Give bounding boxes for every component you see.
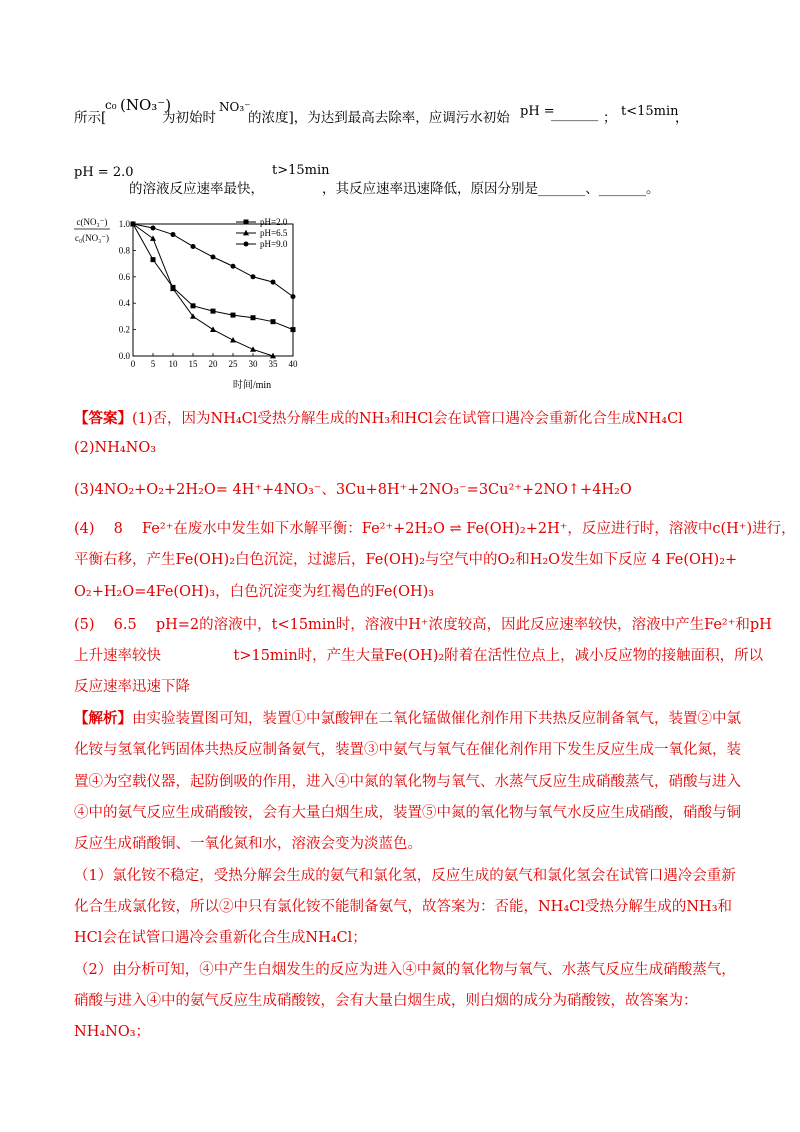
answer-5-line-2: 上升速率较快 t>15min时，产生大量Fe(OH)₂附着在活性位点上，减小反应物的接触面积，所以 (74, 648, 764, 664)
x-tick-label: 20 (208, 359, 218, 369)
y-tick-label: 1.0 (118, 219, 130, 229)
t-label-2: t>15min (272, 163, 330, 178)
analysis-tag: 【解析】 (74, 710, 132, 727)
x-tick-label: 25 (228, 359, 238, 369)
ph-label: pH = (520, 104, 555, 119)
data-point-pH=9.0 (211, 255, 216, 260)
t-label-1: t<15min (621, 104, 679, 119)
q2-text2: ，其反应速率迅速降低，原因分别是_______、_______。 (322, 181, 660, 197)
answer-4-line-1: (4) 8 Fe²⁺在废水中发生如下水解平衡：Fe²⁺+2H₂O ⇌ Fe(OH)₂+2H⁺，反应进行时，溶液中c(H⁺)进行， (74, 521, 796, 537)
y-label-denominator: c₀(NO₃⁻) (74, 233, 110, 243)
y-label-numerator: c(NO₃⁻) (76, 217, 108, 227)
x-tick-label: 40 (288, 359, 298, 369)
analysis-para-1-line-3: 置④为空载仪器，起防倒吸的作用，进入④中氮的氧化物与氧气、水蒸气反应生成硝酸蒸气，硝酸与进入 (74, 774, 741, 790)
data-point-pH=6.5 (150, 235, 156, 241)
x-tick-label: 5 (150, 359, 156, 369)
c0-math: c₀ (105, 98, 117, 112)
x-tick-label: 35 (268, 359, 278, 369)
ph-2-label: pH = 2.0 (74, 165, 134, 180)
data-point-pH=9.0 (291, 294, 296, 299)
analysis-para-3-line-2: 硝酸与进入④中的氨气反应生成硝酸铵，会有大量白烟生成，则白烟的成分为硝酸铵，故答案为： (74, 993, 698, 1009)
data-point-pH=2.0 (151, 257, 156, 262)
no3-paren: (NO₃⁻) (120, 96, 172, 114)
data-point-pH=9.0 (171, 232, 176, 237)
answer-5-line-3: 反应速率迅速下降 (74, 679, 190, 695)
x-axis-label: 时间/min (232, 380, 272, 390)
data-point-pH=2.0 (231, 313, 236, 318)
answer-5-line-1: (5) 6.5 pH=2的溶液中，t<15min时，溶液中H⁺浓度较高，因此反应速率较快，溶液中产生Fe²⁺和pH (74, 617, 772, 633)
analysis-para-3-line-1: （2）由分析可知，④中产生白烟发生的反应为进入④中氮的氧化物与氧气、水蒸气反应生成硝酸蒸气， (74, 962, 736, 978)
data-point-pH=2.0 (211, 309, 216, 314)
answer-1: (1)否，因为NH₄Cl受热分解生成的NH₃和HCl会在试管口遇冷会重新化合生成NH₄Cl (132, 411, 683, 427)
data-point-pH=9.0 (151, 225, 156, 230)
q1-pre: 所示[ (74, 110, 107, 126)
q1-comma: ， (675, 110, 689, 126)
data-point-pH=9.0 (271, 280, 276, 285)
y-tick-label: 0.2 (118, 324, 130, 335)
data-point-pH=6.5 (230, 337, 236, 343)
legend-marker-pH=2.0 (244, 220, 249, 225)
x-tick-label: 0 (130, 359, 136, 369)
data-point-pH=2.0 (191, 303, 196, 308)
answer-4-line-3: O₂+H₂O=4Fe(OH)₃，白色沉淀变为红褐色的Fe(OH)₃ (74, 584, 435, 600)
answer-3: (3)4NO₂+O₂+2H₂O= 4H⁺+4NO₃⁻、3Cu+8H⁺+2NO₃⁻=3Cu²⁺+2NO↑+4H₂O (74, 482, 632, 498)
q1-sep: ； (603, 110, 617, 126)
analysis-para-1-line-2: 化铵与氢氧化钙固体共热反应制备氨气，装置③中氨气与氧气在催化剂作用下发生反应生成一氧化氮，装 (74, 742, 741, 758)
q2-text1: 的溶液反应速率最快， (129, 181, 264, 197)
legend-label-pH=2.0: pH=2.0 (260, 217, 288, 227)
y-tick-label: 0.0 (118, 351, 130, 361)
legend-label-pH=9.0: pH=9.0 (260, 239, 288, 249)
y-tick-label: 0.4 (118, 298, 130, 309)
q1-mid2: 的浓度]，为达到最高去除率，应调污水初始 (248, 110, 510, 126)
analysis-para-1-line-1 (74, 707, 741, 728)
analysis-para-2-line-1: （1）氯化铵不稳定，受热分解会生成的氨气和氯化氢，反应生成的氨气和氯化氢会在试管口遇冷会重新 (74, 868, 736, 884)
analysis-para-1-line-5: 反应生成硝酸铜、一氧化氮和水，溶液会变为淡蓝色。 (74, 836, 422, 852)
answer-4-line-2: 平衡右移，产生Fe(OH)₂白色沉淀，过滤后，Fe(OH)₂与空气中的O₂和H₂O发生如下反应 4 Fe(OH)₂+ (74, 552, 738, 568)
legend-label-pH=6.5: pH=6.5 (260, 228, 288, 238)
data-point-pH=6.5 (250, 346, 256, 352)
analysis-para-2-line-2: 化合生成氯化铵，所以②中只有氯化铵不能制备氨气，故答案为：否能，NH₄Cl受热分解生成的NH₃和 (74, 899, 733, 915)
question-line-1 (74, 106, 106, 126)
no3-label: NO₃⁻ (219, 100, 251, 114)
legend-marker-pH=9.0 (244, 242, 249, 247)
analysis-para-2-line-3: HCl会在试管口遇冷会重新化合生成NH₄Cl； (74, 930, 367, 946)
analysis-para-3-line-3: NH₄NO₃； (74, 1024, 151, 1040)
data-point-pH=9.0 (131, 222, 136, 227)
data-point-pH=9.0 (231, 264, 236, 269)
x-tick-label: 10 (168, 359, 178, 369)
answer-2: (2)NH₄NO₃ (74, 440, 157, 456)
answer-tag: 【答案】 (74, 410, 132, 427)
x-tick-label: 30 (248, 359, 258, 369)
q1-mid1: 为初始时 (162, 110, 216, 126)
answer-line-1 (74, 407, 683, 428)
y-tick-label: 0.6 (118, 271, 130, 282)
analysis-para-1-line-4: ④中的氨气反应生成硝酸铵，会有大量白烟生成，装置⑤中氮的氧化物与氧气水反应生成硝酸，硝酸与铜 (74, 805, 741, 821)
y-tick-label: 0.8 (118, 245, 130, 256)
data-point-pH=6.5 (210, 326, 216, 332)
data-point-pH=9.0 (251, 274, 256, 279)
x-tick-label: 15 (188, 359, 198, 369)
no3-concentration-chart (70, 205, 310, 390)
answer-blank-1: _______ (551, 106, 599, 122)
data-point-pH=2.0 (251, 315, 256, 320)
data-point-pH=2.0 (291, 327, 296, 332)
analysis-text-1: 由实验装置图可知，装置①中氯酸钾在二氧化锰做催化剂作用下共热反应制备氧气，装置②中氯 (132, 711, 741, 727)
data-point-pH=9.0 (191, 244, 196, 249)
data-point-pH=2.0 (271, 319, 276, 324)
